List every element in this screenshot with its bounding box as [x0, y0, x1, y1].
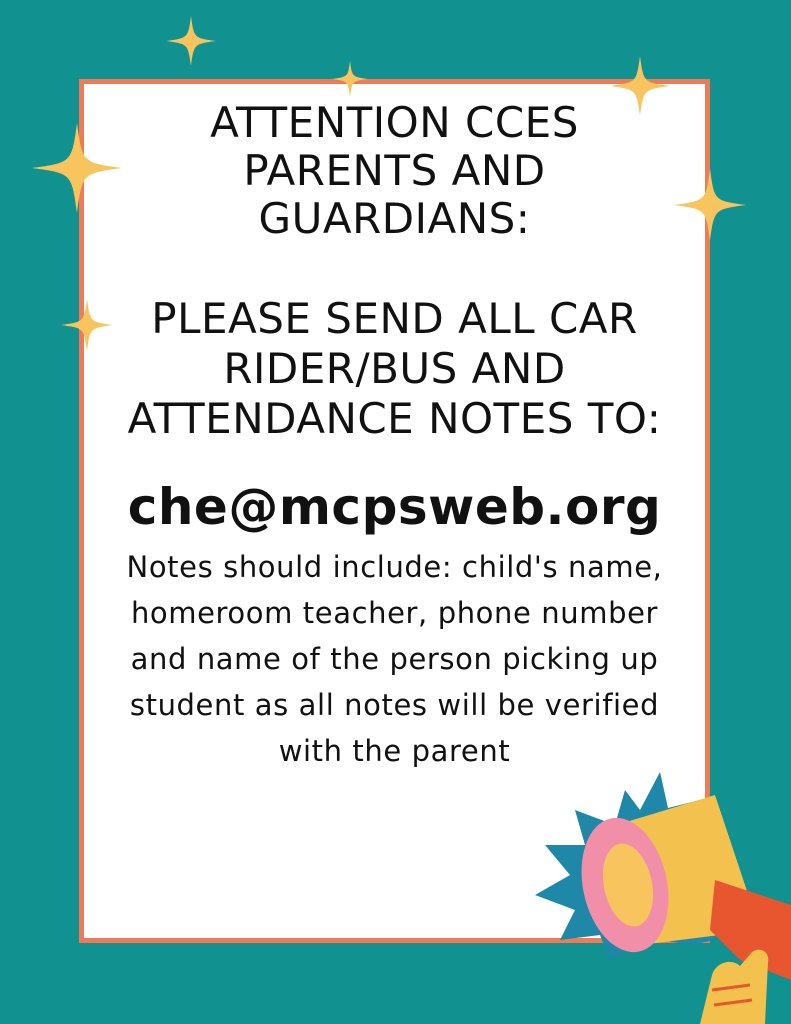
- headline-line: GUARDIANS:: [258, 194, 531, 243]
- notes-line: and name of the person picking up: [130, 642, 659, 676]
- instruction-line: ATTENDANCE NOTES TO:: [127, 394, 662, 443]
- contact-email: che@mcpsweb.org: [127, 478, 662, 536]
- notes-line: student as all notes will be verified: [129, 688, 660, 722]
- megaphone-icon: [535, 772, 791, 1024]
- sparkle-icon: [32, 123, 122, 213]
- sparkle-icon: [61, 299, 113, 351]
- instruction-line: RIDER/BUS AND: [223, 344, 566, 393]
- sparkle-icon: [166, 16, 216, 66]
- headline-line: ATTENTION CCES: [210, 98, 579, 147]
- sparkle-icon: [674, 169, 746, 241]
- notes-line: Notes should include: child's name,: [126, 550, 663, 584]
- instruction-line: PLEASE SEND ALL CAR: [151, 294, 638, 343]
- notes-line: with the parent: [278, 734, 511, 768]
- sparkle-icon: [332, 61, 368, 97]
- sparkle-icon: [610, 56, 670, 116]
- headline-line: PARENTS AND: [243, 146, 546, 195]
- notes-line: homeroom teacher, phone number: [130, 596, 659, 630]
